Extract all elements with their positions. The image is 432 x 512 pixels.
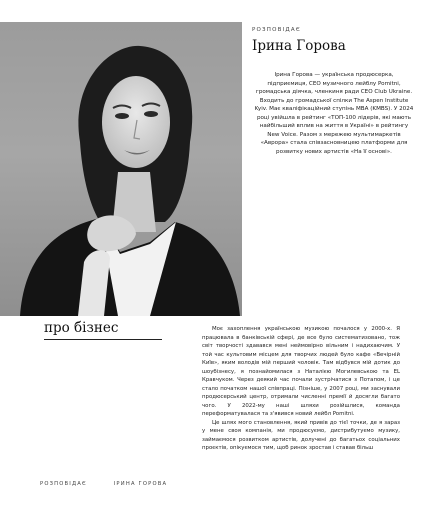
paragraph-1: Моє захоплення українською музикою почалося у 2000-х. Я працювала в банківській сфері, де все було систематизовано, тож світ творчості здавався мені неймовірно вільним і надихаючим. У той час культовим місцем для творчих людей було кафе «Вечірній Київ», яким володів мій перший чоловік. Там відбувся мій дотик до шоубізнесу, я познайомилася з Наталією Могилевською та EL Кравчуком. Через деякий час почали зустрічатися з Потапом, і це стало початком нашої співпраці. Пізніше, у 2007 році, ми заснували продюсерський центр, отримали численні премії й досягли багато чого. У 2022-му наші шляхи розійшлися, команда переформатувалася та з'явився новий лейбл Pomitni. [202, 326, 400, 417]
bio-text: Ірина Горова — українська продюсерка, підприємиця, CEO музичного лейблу Pomitni, громадська діячка, членкиня ради CEO Club Ukraine. Входить до громадської спілки The Aspen Institute Kyiv. Має кваліфікаційний ступінь MBA (KMBS). У 2024 році увійшла в рейтинг «ТОП-100 лідерів, які мають найбільший вплив на життя в Україні» в рейтингу New Voice. Разом з мережею мультимаркетів «Аврора» стала співзасновницею платформи для розвитку нових артистів «На її основі». [254, 72, 414, 155]
article-body [202, 325, 400, 453]
portrait-illustration [0, 22, 242, 316]
person-name: Ірина Горова [252, 38, 346, 54]
footer-left: РОЗПОВІДАЄ [40, 481, 87, 487]
header-kicker: РОЗПОВІДАЄ [252, 27, 301, 33]
page-footer [40, 481, 167, 487]
footer-right: ІРИНА ГОРОВА [113, 481, 168, 487]
portrait-photo [0, 22, 242, 316]
paragraph-2: Це шлях мого становлення, який привів до тієї точки, де я зараз у мене своя компанія, ми продюсуємо, дистрибутуємо музику, займаємося розвитком артистів, долучені до багатьох соціальних проєктів, опікуємося тим, щоб ринок зростав і ставав більш [202, 419, 400, 451]
section-title: про бізнес [44, 320, 162, 340]
